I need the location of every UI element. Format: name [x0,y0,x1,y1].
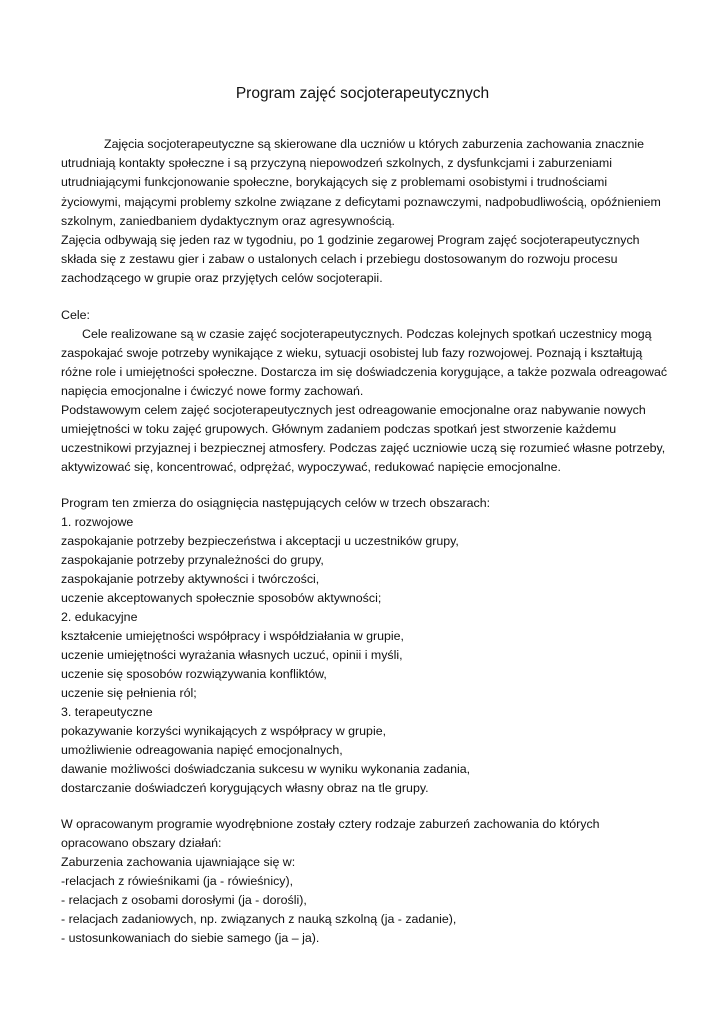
goals-line: uczestnikowi przyjaznej i bezpiecznej atmosfery. Podczas zajęć uczniowie uczą się rozumieć własne potrzeby, [61,441,666,455]
areas-line: umożliwienie odreagowania napięć emocjonalnych, [61,743,343,757]
areas-line: uczenie się sposobów rozwiązywania konfliktów, [61,667,327,681]
intro-line: szkolnym, zaniedbaniem dydaktycznym oraz agresywnością. [61,214,396,228]
disorders-line: - ustosunkowaniach do siebie samego (ja – ja). [61,931,320,945]
goals-heading: Cele: [61,308,90,322]
intro-line: utrudniają kontakty społeczne i są przyczyną niepowodzeń szkolnych, z dysfunkcjami i zaburzeniami [61,156,612,170]
goals-line: Cele realizowane są w czasie zajęć socjoterapeutycznych. Podczas kolejnych spotkań uczestnicy mogą [82,327,652,341]
intro-line: życiowymi, mającymi problemy szkolne związane z deficytami poznawczymi, nadpobudliwością, opóźnieniem [61,195,661,209]
areas-line: zaspokajanie potrzeby bezpieczeństwa i akceptacji u uczestników grupy, [61,534,459,548]
goals-line: różne role i umiejętności społeczne. Dostarcza im się doświadczenia korygujące, a także pozwala odreagować [61,365,668,379]
goals-line: aktywizować się, koncentrować, odprężać, wypoczywać, redukować napięcie emocjonalne. [61,460,561,474]
goals-line: umiejętności w toku zajęć grupowych. Głównym zadaniem podczas spotkań jest stworzenie każdemu [61,422,617,436]
areas-line: 3. terapeutyczne [61,705,153,719]
document-title: Program zajęć socjoterapeutycznych [235,85,490,102]
disorders-line: -relacjach z rówieśnikami (ja - rówieśnicy), [61,874,294,888]
areas-line: 1. rozwojowe [61,515,134,529]
intro-line: Zajęcia odbywają się jeden raz w tygodniu, po 1 godzinie zegarowej Program zajęć socjoterapeutycznych [61,233,640,247]
disorders-line: - relacjach z osobami dorosłymi (ja - dorośli), [61,893,307,907]
areas-line: uczenie się pełnienia ról; [61,686,197,700]
areas-line: Program ten zmierza do osiągnięcia następujących celów w trzech obszarach: [61,496,491,510]
intro-line: utrudniającymi funkcjonowanie społeczne, borykających się z problemami osobistymi i trudnościami [61,175,608,189]
areas-line: zaspokajanie potrzeby aktywności i twórczości, [61,572,320,586]
disorders-line: W opracowanym programie wyodrębnione zostały cztery rodzaje zaburzeń zachowania do których [61,817,600,831]
intro-line: Zajęcia socjoterapeutyczne są skierowane dla uczniów u których zaburzenia zachowania znacznie [104,137,644,151]
areas-line: uczenie akceptowanych społecznie sposobów aktywności; [61,591,382,605]
intro-line: zachodzącego w grupie oraz przyjętych celów socjoterapii. [61,271,383,285]
disorders-line: opracowano obszary działań: [61,836,222,850]
areas-line: dawanie możliwości doświadczania sukcesu w wyniku wykonania zadania, [61,762,471,776]
areas-line: uczenie umiejętności wyrażania własnych uczuć, opinii i myśli, [61,648,403,662]
disorders-line: Zaburzenia zachowania ujawniające się w: [61,855,296,869]
areas-line: kształcenie umiejętności współpracy i współdziałania w grupie, [61,629,404,643]
areas-line: 2. edukacyjne [61,610,138,624]
disorders-line: - relacjach zadaniowych, np. związanych z nauką szkolną (ja - zadanie), [61,912,457,926]
intro-line: składa się z zestawu gier i zabaw o ustalonych celach i przebiegu dostosowanym do rozwoju procesu [61,252,618,266]
goals-line: zaspokajać swoje potrzeby wynikające z wieku, sytuacji osobistej lub fazy rozwojowej. Poznają i kształtują [61,346,643,360]
areas-line: zaspokajanie potrzeby przynależności do grupy, [61,553,324,567]
areas-line: dostarczanie doświadczeń korygujących własny obraz na tle grupy. [61,781,429,795]
areas-line: pokazywanie korzyści wynikających z współpracy w grupie, [61,724,387,738]
goals-line: Podstawowym celem zajęć socjoterapeutycznych jest odreagowanie emocjonalne oraz nabywanie nowych [61,403,646,417]
goals-line: napięcia emocjonalne i ćwiczyć nowe formy zachowań. [61,384,364,398]
